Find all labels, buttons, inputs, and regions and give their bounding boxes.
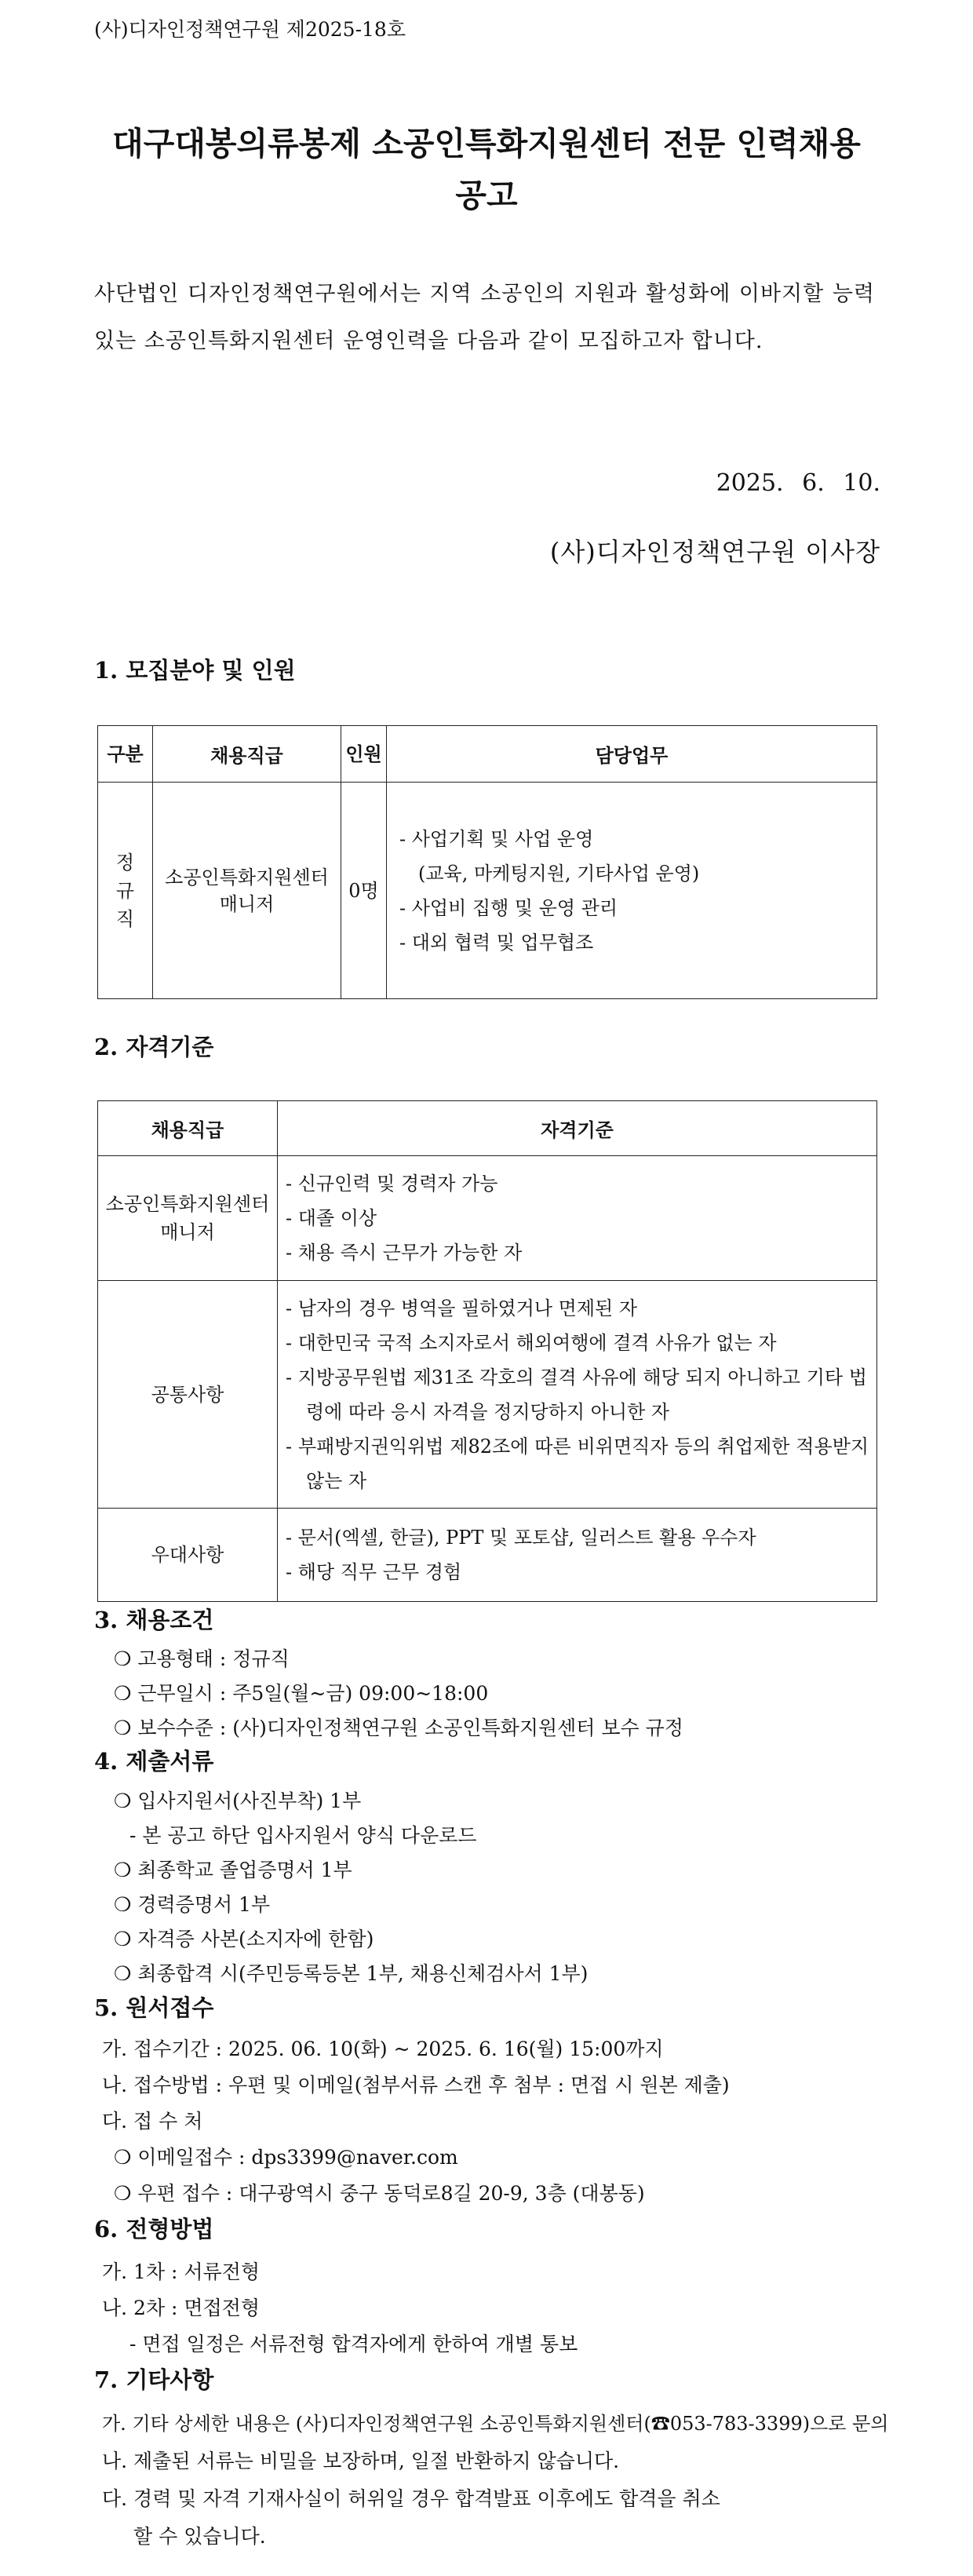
section-1-heading: 1. 모집분야 및 인원 xyxy=(94,657,296,684)
row-label-common: 공통사항 xyxy=(98,1281,278,1509)
document-item: ❍ 최종학교 졸업증명서 1부 xyxy=(114,1859,352,1881)
cell-count: 0명 xyxy=(341,783,387,999)
misc-item: 나. 제출된 서류는 비밀을 보장하며, 일절 반환하지 않습니다. xyxy=(102,2450,620,2472)
position-line1: 소공인특화지원센터 xyxy=(165,866,329,888)
criteria-preferred xyxy=(278,1509,877,1602)
header-position: 채용직급 xyxy=(98,1101,278,1156)
selection-item: 가. 1차 : 서류전형 xyxy=(102,2260,261,2283)
criteria-item: - 해당 직무 근무 경험 xyxy=(286,1561,462,1583)
issuer-name: (사)디자인정책연구원 이사장 xyxy=(549,537,880,567)
condition-item: ❍ 고용형태 : 정규직 xyxy=(114,1647,290,1670)
document-item: ❍ 자격증 사본(소지자에 한함) xyxy=(114,1928,374,1950)
recruitment-table xyxy=(97,725,877,999)
header-criteria: 자격기준 xyxy=(278,1101,877,1156)
cell-gubun: 정규직 xyxy=(98,783,153,999)
criteria-common xyxy=(278,1281,877,1509)
label-line2: 매니저 xyxy=(160,1221,215,1243)
position-line2: 매니저 xyxy=(219,892,275,915)
selection-item: - 면접 일정은 서류전형 합격자에게 한하여 개별 통보 xyxy=(129,2333,578,2355)
row-label-preferred: 우대사항 xyxy=(98,1509,278,1602)
application-item: 다. 접 수 처 xyxy=(102,2110,203,2133)
cell-position xyxy=(153,783,341,999)
condition-item: ❍ 근무일시 : 주5일(월~금) 09:00~18:00 xyxy=(114,1682,489,1705)
criteria-item: - 지방공무원법 제31조 각호의 결격 사유에 해당 되지 아니하고 기타 법령에 따라 응시 자격을 정지당하지 아니한 자 xyxy=(286,1366,867,1423)
selection-item: 나. 2차 : 면접전형 xyxy=(102,2297,261,2319)
cell-duties xyxy=(387,783,877,999)
criteria-item: - 채용 즉시 근무가 가능한 자 xyxy=(286,1242,523,1264)
criteria-item: - 문서(엑셀, 한글), PPT 및 포토샵, 일러스트 활용 우수자 xyxy=(286,1527,756,1549)
section-7-heading: 7. 기타사항 xyxy=(94,2366,214,2393)
misc-item: 할 수 있습니다. xyxy=(133,2525,266,2548)
misc-item: 가. 기타 상세한 내용은 (사)디자인정책연구원 소공인특화지원센터(☎053-783-3399)으로 문의 xyxy=(102,2413,889,2435)
application-item: 나. 접수방법 : 우편 및 이메일(첨부서류 스캔 후 첨부 : 면접 시 원본 제출) xyxy=(102,2074,730,2096)
criteria-item: - 부패방지권익위법 제82조에 따른 비위면직자 등의 취업제한 적용받지 않는 자 xyxy=(286,1435,869,1492)
document-item: ❍ 경력증명서 1부 xyxy=(114,1893,271,1916)
section-5-heading: 5. 원서접수 xyxy=(94,1994,214,2021)
page-title-line1: 대구대봉의류봉제 소공인특화지원센터 전문 인력채용 xyxy=(112,125,861,162)
intro-paragraph: 사단법인 디자인정책연구원에서는 지역 소공인의 지원과 활성화에 이바지할 능력 있는 소공인특화지원센터 운영인력을 다음과 같이 모집하고자 합니다. xyxy=(94,282,875,353)
page-title-line2: 공고 xyxy=(455,177,518,214)
header-gubun: 구분 xyxy=(98,726,153,783)
document-number: (사)디자인정책연구원 제2025-18호 xyxy=(94,18,406,41)
duty-item: (교육, 마케팅지원, 기타사업 운영) xyxy=(418,862,700,885)
postal-address: ❍ 우편 접수 : 대구광역시 중구 동덕로8길 20-9, 3층 (대봉동) xyxy=(114,2182,645,2205)
condition-item: ❍ 보수수준 : (사)디자인정책연구원 소공인특화지원센터 보수 규정 xyxy=(114,1717,683,1739)
document-item: ❍ 입사지원서(사진부착) 1부 xyxy=(114,1790,362,1812)
row-label-manager xyxy=(98,1156,278,1281)
criteria-item: - 대한민국 국적 소지자로서 해외여행에 결격 사유가 없는 자 xyxy=(286,1331,777,1354)
header-position: 채용직급 xyxy=(153,726,341,783)
section-2-heading: 2. 자격기준 xyxy=(94,1034,214,1060)
application-item: 가. 접수기간 : 2025. 06. 10(화) ~ 2025. 6. 16(월) 15:00까지 xyxy=(102,2038,664,2060)
email-contact: ❍ 이메일접수 : dps3399@naver.com xyxy=(114,2146,458,2169)
criteria-item: - 대졸 이상 xyxy=(286,1207,377,1229)
document-item: ❍ 최종합격 시(주민등록등본 1부, 채용신체검사서 1부) xyxy=(114,1962,589,1985)
misc-item: 다. 경력 및 자격 기재사실이 허위일 경우 합격발표 이후에도 합격을 취소 xyxy=(102,2487,720,2510)
criteria-item: - 남자의 경우 병역을 필하였거나 면제된 자 xyxy=(286,1297,638,1319)
duty-item: - 사업비 집행 및 운영 관리 xyxy=(399,896,618,919)
section-3-heading: 3. 채용조건 xyxy=(94,1607,214,1633)
header-duty: 담당업무 xyxy=(387,726,877,783)
header-count: 인원 xyxy=(341,726,387,783)
criteria-item: - 신규인력 및 경력자 가능 xyxy=(286,1173,498,1195)
criteria-manager xyxy=(278,1156,877,1281)
duty-item: - 대외 협력 및 업무협조 xyxy=(399,931,594,954)
section-6-heading: 6. 전형방법 xyxy=(94,2216,214,2242)
section-4-heading: 4. 제출서류 xyxy=(94,1748,214,1775)
document-item: - 본 공고 하단 입사지원서 양식 다운로드 xyxy=(129,1824,477,1847)
announcement-date: 2025. 6. 10. xyxy=(716,469,880,497)
qualification-table xyxy=(97,1100,877,1602)
label-line1: 소공인특화지원센터 xyxy=(105,1193,270,1215)
duty-item: - 사업기획 및 사업 운영 xyxy=(399,827,594,850)
